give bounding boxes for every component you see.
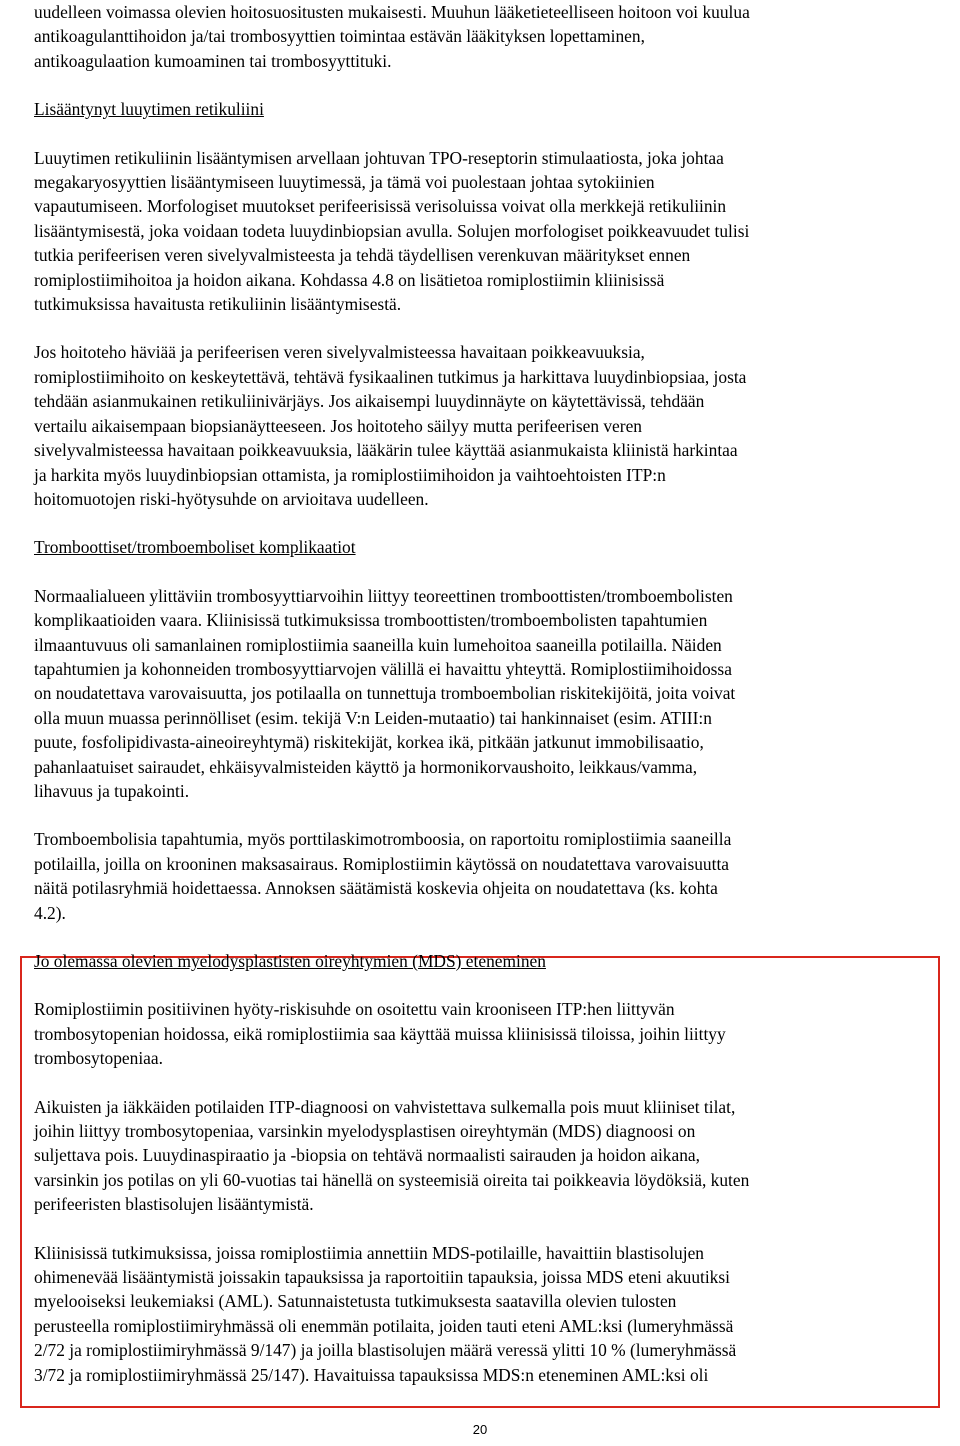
thrombotic-paragraph-1: Normaalialueen ylittäviin trombosyyttiarvoihin liittyy teoreettinen tromboottisten/tromboembolisten komplikaatioiden vaara. Kliinisissä tutkimuksissa tromboottisten/tromboembolisten tapahtumien ilmaantuvuus oli samanlainen romiplostiimia saaneilla kuin lumehoitoa saaneilla potilailla. Näiden tapahtumien ja kohonneiden trombosyyttiarvojen välillä ei havaittu yhteyttä. Romiplostiimihoidossa on noudatettava varovaisuutta, jos potilaalla on tunnettuja tromboembolian riskitekijöitä, joita voivat olla muun muassa perinnölliset (esim. tekijä V:n Leiden-mutaatio) tai hankinnaiset (esim. ATIII:n puute, fosfolipidivasta-aineoireyhtymä) riskitekijät, korkea ikä, pitkään jatkunut immobilisaatio, pahanlaatuiset sairaudet, ehkäisyvalmisteiden käyttö ja hormonikorvaushoito, leikkaus/vamma, lihavuus ja tupakointi. <box>34 585 736 801</box>
intro-line-2: antikoagulanttihoidon ja/tai trombosyyttien toimintaa estävän lääkityksen lopettaminen, <box>34 26 645 47</box>
intro-line-3: antikoagulaation kumoaminen tai trombosyyttituki. <box>34 50 392 71</box>
intro-paragraph <box>34 0 906 73</box>
document-page <box>34 0 906 1387</box>
section-heading-mds: Jo olemassa olevien myelodysplastisten oireyhtymien (MDS) eteneminen <box>34 951 546 971</box>
section-heading-reticulin: Lisääntynyt luuytimen retikuliini <box>34 99 264 120</box>
mds-paragraph-1: Romiplostiimin positiivinen hyöty-riskisuhde on osoitettu vain krooniseen ITP:hen liittyvän trombosytopenian hoidossa, eikä romiplostiimia saa käyttää muissa kliinisissä tiloissa, joihin liittyy trombosytopeniaa. <box>34 999 726 1069</box>
page-number: 20 <box>472 1422 488 1437</box>
intro-line-1: uudelleen voimassa olevien hoitosuositusten mukaisesti. Muuhun lääketieteelliseen hoitoon voi kuulua <box>34 2 750 22</box>
mds-paragraph-3: Kliinisissä tutkimuksissa, joissa romiplostiimia annettiin MDS-potilaille, havaittiin blastisolujen ohimenevää lisääntymistä joissakin tapauksissa ja raportoitiin tapauksia, joissa MDS eteni akuutiksi myelooiseksi leukemiaksi (AML). Satunnaistetusta tutkimuksesta saatavilla olevien tulosten perusteella romiplostiimiryhmässä oli enemmän potilaita, joiden tauti eteni AML:ksi (lumeryhmässä 2/72 ja romiplostiimiryhmässä 9/147) ja joilla blastisolujen määrä veressä ylitti 10 % (lumeryhmässä 3/72 ja romiplostiimiryhmässä 25/147). Havaituissa tapauksissa MDS:n eteneminen AML:ksi oli <box>34 1242 737 1385</box>
thrombotic-paragraph-2: Tromboembolisia tapahtumia, myös porttilaskimotromboosia, on raportoitu romiplostiimia saaneilla potilailla, joilla on krooninen maksasairaus. Romiplostiimin käytössä on noudatettava varovaisuutta näitä potilasryhmiä hoidettaessa. Annoksen säätämistä koskevia ohjeita on noudatettava (ks. kohta 4.2). <box>34 829 732 923</box>
section-heading-thrombotic: Tromboottiset/tromboemboliset komplikaatiot <box>34 537 356 558</box>
reticulin-paragraph-1: Luuytimen retikuliinin lisääntymisen arvellaan johtuvan TPO-reseptorin stimulaatiosta, joka johtaa megakaryosyyttien lisääntymiseen luuytimessä, ja tämä voi puolestaan johtaa sytokiinien vapautumiseen. Morfologiset muutokset perifeerisissä verisoluissa voivat olla merkkejä retikuliinin lisääntymisestä, joka voidaan todeta luuydinbiopsian avulla. Solujen morfologiset poikkeavuudet tulisi tutkia perifeerisen veren sivelyvalmisteesta ja tehdä täydellisen verenkuvan määritykset ennen romiplostiimihoitoa ja hoidon aikana. Kohdassa 4.8 on lisätietoa romiplostiimin kliinisissä tutkimuksissa havaitusta retikuliinin lisääntymisestä. <box>34 147 750 315</box>
reticulin-paragraph-2: Jos hoitoteho häviää ja perifeerisen veren sivelyvalmisteessa havaitaan poikkeavuuksia, romiplostiimihoito on keskeytettävä, tehtävä fysikaalinen tutkimus ja harkittava luuydinbiopsiaa, josta tehdään asianmukainen retikuliinivärjäys. Jos aikaisempi luuydinnäyte on käytettävissä, tehdään vertailu aikaisempaan biopsianäytteeseen. Jos hoitoteho säilyy mutta perifeerisen veren sivelyvalmisteessa havaitaan poikkeavuuksia, lääkärin tulee käyttää asianmukaista kliinistä harkintaa ja harkita myös luuydinbiopsian ottamista, ja romiplostiimihoidon ja vaihtoehtoisten ITP:n hoitomuotojen riski-hyötysuhde on arvioitava uudelleen. <box>34 342 747 509</box>
mds-paragraph-2: Aikuisten ja iäkkäiden potilaiden ITP-diagnoosi on vahvistettava sulkemalla pois muut kliiniset tilat, joihin liittyy trombosytopeniaa, varsinkin myelodysplastisen oireyhtymän (MDS) diagnoosi on suljettava pois. Luuydinaspiraatio ja -biopsia on tehtävä normaalisti sairauden ja hoidon aikana, varsinkin jos potilas on yli 60-vuotias tai hänellä on systeemisiä oireita tai poikkeavia löydöksiä, kuten perifeeristen blastisolujen lisääntymistä. <box>34 1096 750 1215</box>
